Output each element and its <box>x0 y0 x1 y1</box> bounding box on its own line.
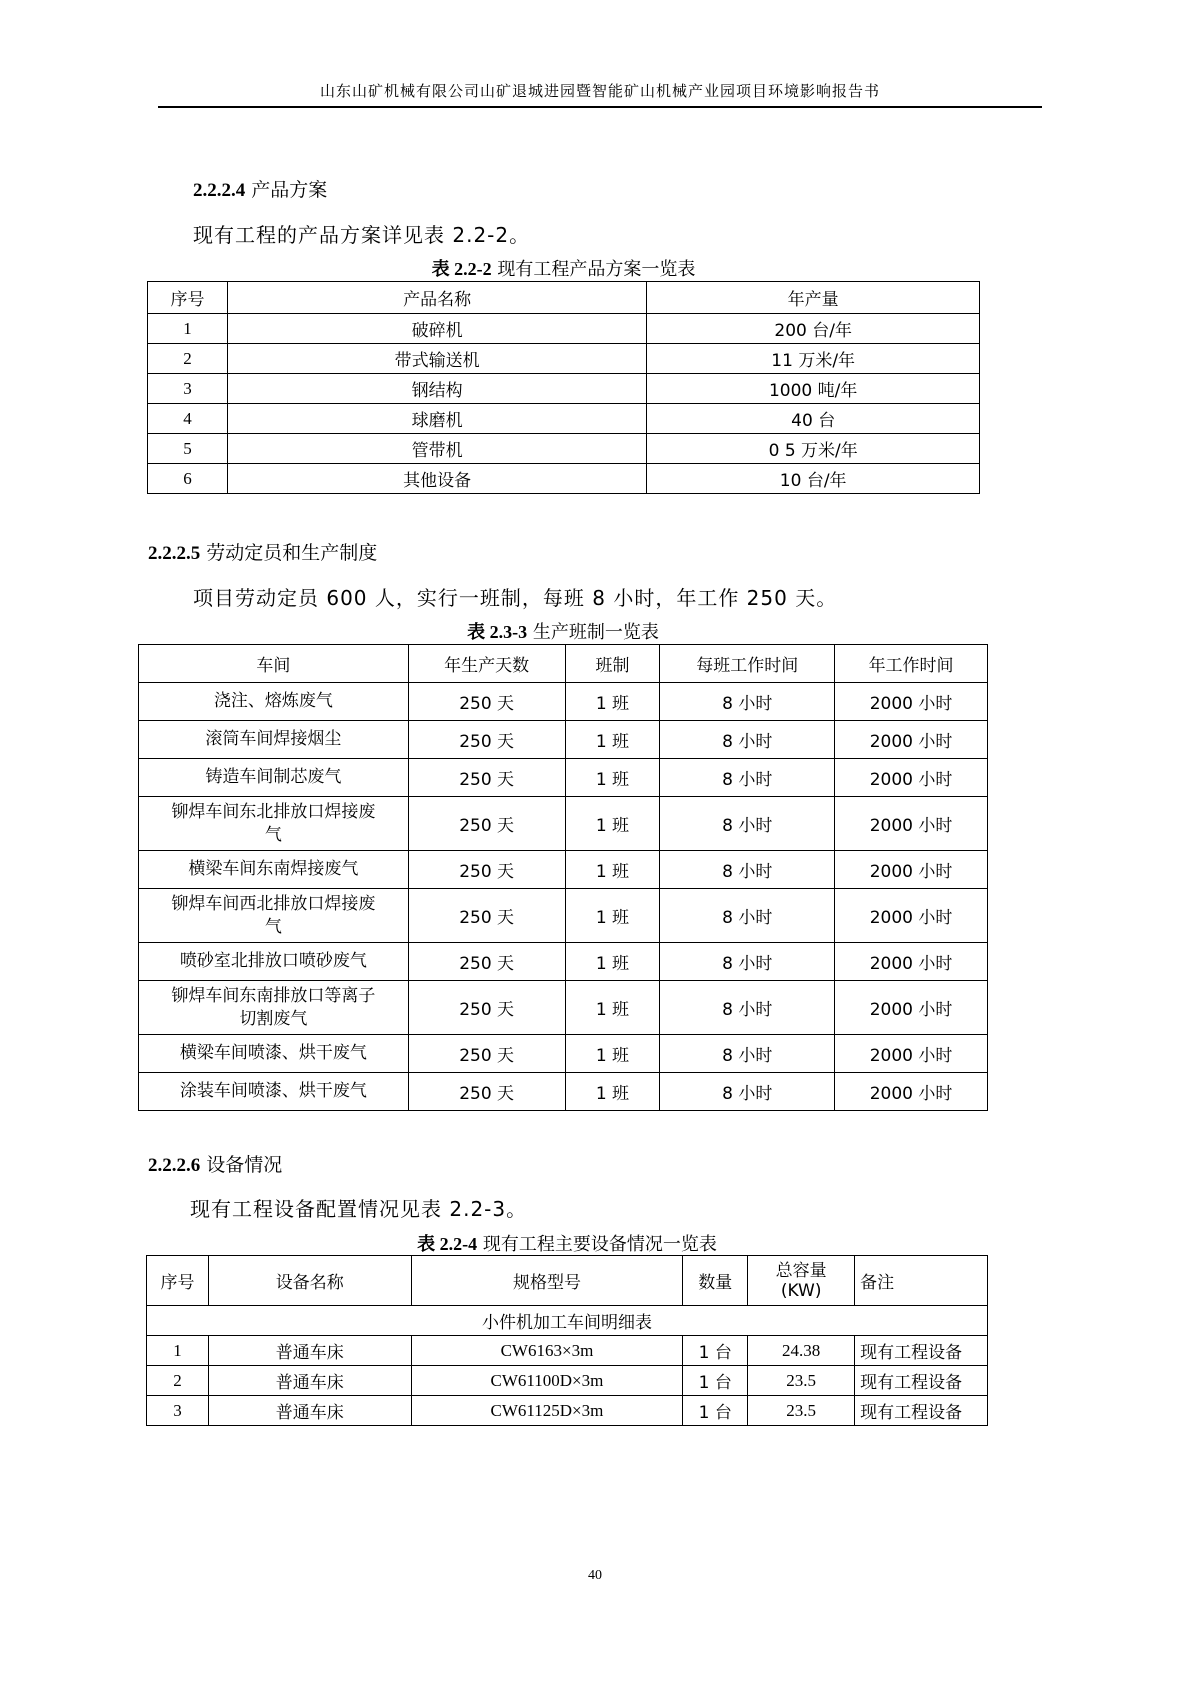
header-cell: 设备名称 <box>208 1256 411 1306</box>
running-header: 山东山矿机械有限公司山矿退城进园暨智能矿山机械产业园项目环境影响报告书 <box>319 82 880 100</box>
table-cell: 2000 小时 <box>835 981 988 1035</box>
header-cell: 年产量 <box>647 282 980 314</box>
section-number: 2.2.2.4 <box>193 180 246 201</box>
group-cell: 小件机加工车间明细表 <box>147 1306 988 1336</box>
table-row <box>147 1366 988 1396</box>
table-cell: 1 班 <box>565 851 660 889</box>
section-title: 产品方案 <box>251 179 328 201</box>
shift-schedule-table <box>138 644 988 1111</box>
header-cell: 序号 <box>148 282 228 314</box>
table-cell: 1 班 <box>565 981 660 1035</box>
table-cell: 铸造车间制芯废气 <box>139 759 409 797</box>
table-title: 生产班制一览表 <box>532 622 659 643</box>
header-cell: 规格型号 <box>411 1256 683 1306</box>
table-cell: 8 小时 <box>660 1073 835 1111</box>
table-cell: 1 班 <box>565 889 660 943</box>
table-row <box>148 314 980 344</box>
table-cell: 1 台 <box>683 1336 748 1366</box>
header-cell: 备注 <box>855 1256 988 1306</box>
table-cell: 250 天 <box>408 943 565 981</box>
table-title: 现有工程产品方案一览表 <box>497 259 696 280</box>
table-cell: 2000 小时 <box>835 943 988 981</box>
table-cell: 1 班 <box>565 721 660 759</box>
table-row <box>148 344 980 374</box>
table-cell: 1 班 <box>565 797 660 851</box>
table-cell: 2000 小时 <box>835 1073 988 1111</box>
table-cell: 普通车床 <box>208 1396 411 1426</box>
table-cell: 现有工程设备 <box>855 1396 988 1426</box>
table-cell: 8 小时 <box>660 1035 835 1073</box>
section-2-2-2-5-paragraph: 项目劳动定员 600 人，实行一班制，每班 8 小时，年工作 250 天。 <box>193 586 838 610</box>
table-row <box>148 404 980 434</box>
table-cell: 1 班 <box>565 1035 660 1073</box>
table-cell: 8 小时 <box>660 759 835 797</box>
header-cell: 年工作时间 <box>835 645 988 683</box>
table-cell: 现有工程设备 <box>855 1336 988 1366</box>
table-row <box>139 759 988 797</box>
table-cell: 1 台 <box>683 1396 748 1426</box>
table-cell: 2000 小时 <box>835 1035 988 1073</box>
table-cell: 250 天 <box>408 1073 565 1111</box>
table-cell: 2 <box>148 344 228 374</box>
table-cell: 6 <box>148 464 228 494</box>
header-cell: 产品名称 <box>227 282 646 314</box>
section-2-2-2-5-heading <box>148 538 377 565</box>
table-cell: CW61100D×3m <box>411 1366 683 1396</box>
table-cell: 2000 小时 <box>835 889 988 943</box>
table-cell: 2000 小时 <box>835 797 988 851</box>
table-cell: 250 天 <box>408 721 565 759</box>
table-cell: 钢结构 <box>227 374 646 404</box>
page-number: 40 <box>588 1568 602 1583</box>
table-header-row <box>139 645 988 683</box>
table-cell: CW6163×3m <box>411 1336 683 1366</box>
table-cell: 250 天 <box>408 759 565 797</box>
table-cell: CW61125D×3m <box>411 1396 683 1426</box>
table-cell: 250 天 <box>408 889 565 943</box>
table-cell: 8 小时 <box>660 981 835 1035</box>
header-rule <box>158 106 1042 108</box>
table-cell: 其他设备 <box>227 464 646 494</box>
table-cell: 普通车床 <box>208 1336 411 1366</box>
section-2-2-2-6-heading <box>148 1150 282 1177</box>
table-cell: 1 <box>147 1336 209 1366</box>
table-cell: 铆焊车间东北排放口焊接废气 <box>139 797 409 851</box>
table-number: 表 2.2-4 <box>417 1234 478 1254</box>
table-cell: 普通车床 <box>208 1366 411 1396</box>
table-cell: 1 台 <box>683 1366 748 1396</box>
table-row <box>139 683 988 721</box>
header-cell: 每班工作时间 <box>660 645 835 683</box>
group-row <box>147 1306 988 1336</box>
section-number: 2.2.2.6 <box>148 1155 201 1176</box>
section-title: 劳动定员和生产制度 <box>206 542 378 564</box>
table-row <box>139 981 988 1035</box>
table-2-2-2-caption <box>147 255 980 281</box>
table-2-3-3-caption <box>138 618 988 644</box>
table-cell: 2000 小时 <box>835 759 988 797</box>
table-cell: 1000 吨/年 <box>647 374 980 404</box>
table-cell: 2000 小时 <box>835 683 988 721</box>
table-cell: 1 <box>148 314 228 344</box>
table-cell: 涂装车间喷漆、烘干废气 <box>139 1073 409 1111</box>
table-cell: 铆焊车间东南排放口等离子切割废气 <box>139 981 409 1035</box>
table-cell: 40 台 <box>647 404 980 434</box>
table-2-2-4-caption <box>146 1230 988 1256</box>
table-row <box>148 374 980 404</box>
table-row <box>148 464 980 494</box>
table-row <box>139 797 988 851</box>
table-cell: 2000 小时 <box>835 721 988 759</box>
table-cell: 铆焊车间西北排放口焊接废气 <box>139 889 409 943</box>
table-cell: 滚筒车间焊接烟尘 <box>139 721 409 759</box>
table-cell: 喷砂室北排放口喷砂废气 <box>139 943 409 981</box>
table-cell: 250 天 <box>408 851 565 889</box>
section-title: 设备情况 <box>206 1154 283 1176</box>
header-cell: 班制 <box>565 645 660 683</box>
table-cell: 破碎机 <box>227 314 646 344</box>
table-cell: 8 小时 <box>660 797 835 851</box>
table-header-row <box>148 282 980 314</box>
table-cell: 250 天 <box>408 981 565 1035</box>
table-cell: 1 班 <box>565 943 660 981</box>
table-row <box>148 434 980 464</box>
table-cell: 横梁车间东南焊接废气 <box>139 851 409 889</box>
table-cell: 现有工程设备 <box>855 1366 988 1396</box>
table-cell: 3 <box>147 1396 209 1426</box>
table-row <box>139 889 988 943</box>
table-cell: 8 小时 <box>660 943 835 981</box>
table-cell: 1 班 <box>565 1073 660 1111</box>
table-cell: 带式输送机 <box>227 344 646 374</box>
section-2-2-2-4-heading <box>193 175 327 202</box>
table-row <box>139 1073 988 1111</box>
section-2-2-2-6-paragraph: 现有工程设备配置情况见表 2.2-3。 <box>190 1197 528 1221</box>
table-header-row <box>147 1256 988 1306</box>
section-number: 2.2.2.5 <box>148 543 201 564</box>
table-cell: 2 <box>147 1366 209 1396</box>
table-cell: 3 <box>148 374 228 404</box>
section-2-2-2-4-paragraph: 现有工程的产品方案详见表 2.2-2。 <box>193 223 531 247</box>
table-cell: 23.5 <box>748 1366 855 1396</box>
header-cell: 数量 <box>683 1256 748 1306</box>
header-cell: 序号 <box>147 1256 209 1306</box>
table-cell: 1 班 <box>565 759 660 797</box>
table-cell: 23.5 <box>748 1396 855 1426</box>
table-row <box>147 1396 988 1426</box>
header-cell: 年生产天数 <box>408 645 565 683</box>
table-cell: 2000 小时 <box>835 851 988 889</box>
table-cell: 250 天 <box>408 683 565 721</box>
table-number: 表 2.3-3 <box>467 622 528 642</box>
equipment-table <box>146 1255 988 1426</box>
table-number: 表 2.2-2 <box>431 259 492 279</box>
table-cell: 横梁车间喷漆、烘干废气 <box>139 1035 409 1073</box>
table-row <box>139 943 988 981</box>
product-plan-table <box>147 281 980 494</box>
table-cell: 管带机 <box>227 434 646 464</box>
table-cell: 11 万米/年 <box>647 344 980 374</box>
table-cell: 5 <box>148 434 228 464</box>
table-row <box>147 1336 988 1366</box>
table-cell: 1 班 <box>565 683 660 721</box>
table-cell: 8 小时 <box>660 889 835 943</box>
table-row <box>139 721 988 759</box>
table-cell: 4 <box>148 404 228 434</box>
table-cell: 浇注、熔炼废气 <box>139 683 409 721</box>
table-cell: 球磨机 <box>227 404 646 434</box>
table-row <box>139 851 988 889</box>
table-cell: 8 小时 <box>660 721 835 759</box>
table-cell: 24.38 <box>748 1336 855 1366</box>
table-cell: 8 小时 <box>660 683 835 721</box>
table-cell: 0 5 万米/年 <box>647 434 980 464</box>
table-cell: 10 台/年 <box>647 464 980 494</box>
table-cell: 8 小时 <box>660 851 835 889</box>
table-cell: 250 天 <box>408 797 565 851</box>
table-cell: 200 台/年 <box>647 314 980 344</box>
header-cell: 车间 <box>139 645 409 683</box>
table-row <box>139 1035 988 1073</box>
header-cell: 总容量(KW) <box>748 1256 855 1306</box>
table-cell: 250 天 <box>408 1035 565 1073</box>
table-title: 现有工程主要设备情况一览表 <box>482 1234 717 1255</box>
